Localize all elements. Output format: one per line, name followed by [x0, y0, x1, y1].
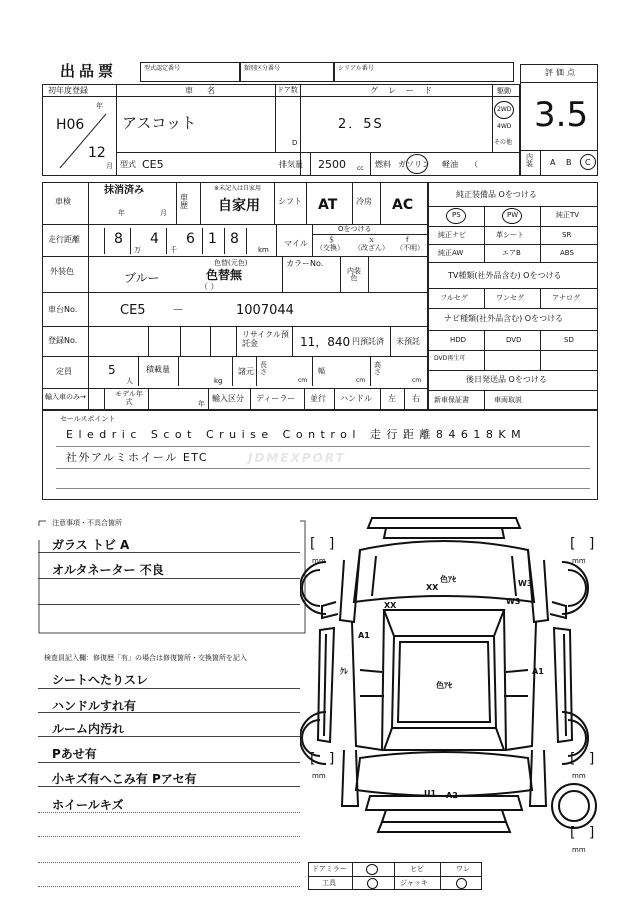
mark-xx-left: XX	[384, 601, 397, 610]
recycle-value: 11，840	[300, 335, 351, 349]
import-label: 輸入車のみ→	[45, 393, 86, 401]
model-year-label: モデル年式	[115, 390, 143, 406]
mark-xx-center: XX	[426, 583, 439, 592]
grade-value: 2．5S	[338, 117, 384, 132]
first-reg-label: 初年度登録	[48, 86, 88, 95]
mm-bracket-fl: [ ]	[310, 536, 335, 552]
equip-abs: ABS	[560, 249, 574, 257]
import-cat-label: 輸入区分	[212, 394, 244, 403]
mark-w3-upper: W3	[518, 579, 533, 588]
interior-a: A	[550, 158, 556, 167]
mm-fl-unit: mm	[312, 557, 326, 565]
chassis-dash: －	[172, 303, 185, 317]
chassis-number: 1007044	[236, 303, 294, 318]
length-cm: cm	[298, 377, 308, 384]
inspector-line-2: ハンドルすれ有	[52, 699, 137, 713]
interior-color-label: 内装色	[347, 267, 361, 282]
mm-rr-unit: mm	[572, 772, 586, 780]
mileage-opt2b: （改ざん）	[354, 244, 389, 252]
warranty-manual: 車両取説	[494, 396, 522, 404]
dvd-playback: DVD再生可	[434, 355, 466, 362]
recycle-unit: 円預託済	[352, 337, 384, 346]
left-label: 左	[388, 394, 396, 403]
parallel-label: 並行	[310, 394, 326, 403]
drive-4wd: 4WD	[497, 123, 512, 130]
recycle-unpaid: 未預託	[396, 337, 420, 346]
inspector-line-4: Pあせ有	[52, 747, 97, 761]
sales-point-line2: 社外アルミホイール ETC	[66, 451, 209, 464]
fuel-diesel: 軽油	[442, 160, 458, 169]
mm-spare-unit: mm	[572, 846, 586, 854]
inspection-label: 車検	[55, 197, 71, 206]
doors-label: ドア数	[277, 86, 298, 94]
navi-dvd: DVD	[506, 336, 522, 344]
fuel-gasoline: ガソリン	[398, 160, 430, 169]
form-title: 出品票	[60, 62, 118, 80]
displacement-value: 2500	[318, 158, 346, 171]
fuel-gasoline-circle	[406, 154, 428, 174]
tv-title: TV種類(社外品含む) Oをつける	[448, 271, 562, 280]
color-change-value: 色替無	[206, 268, 243, 282]
interior-c: C	[585, 158, 591, 167]
first-reg-era: H06	[56, 117, 85, 133]
jack-circle	[456, 878, 467, 889]
mileage-digit-1: 8	[114, 231, 123, 247]
tv-oneseg: ワンセグ	[496, 294, 524, 302]
color-no-label: カラーNo.	[286, 259, 324, 268]
mileage-opt2: ｘ	[368, 236, 375, 244]
color-change-label: 色替(元色)	[214, 259, 248, 267]
mirror-circle	[366, 864, 378, 875]
mark-color-fade-roof: 色ｱｾ	[436, 681, 452, 690]
mark-w3-lower: W3	[506, 597, 521, 606]
notes-line-2: オルタネーター 不良	[52, 563, 164, 577]
equip-sr: SR	[562, 231, 572, 239]
reg-no-label: 登録No.	[48, 336, 78, 345]
chassis-label: 車台No.	[48, 305, 78, 314]
equip-navi: 純正ナビ	[438, 231, 466, 239]
mark-u1: U1	[424, 789, 437, 798]
mileage-circle-note: Oをつける	[338, 225, 372, 233]
recycle-label: リサイクル預託金	[242, 330, 289, 348]
chassis-prefix: CE5	[120, 303, 146, 318]
height-cm: cm	[412, 377, 422, 384]
dealer-label: ディーラー	[256, 394, 296, 403]
right-label: 右	[412, 394, 420, 403]
tools-circle	[367, 878, 378, 889]
model-cert-label: 型式認定番号	[144, 65, 181, 72]
equip-aw: 純正AW	[438, 249, 464, 257]
interior-c-circle	[580, 154, 596, 170]
warranty-title: 後日発送品 Oをつける	[466, 375, 547, 384]
navi-sd: SD	[564, 336, 574, 344]
mm-rl-unit: mm	[312, 772, 326, 780]
car-damage-diagram	[300, 510, 600, 860]
warranty-book: 新車保証書	[434, 396, 469, 404]
mark-color-fade-hood: 色ｱｾ	[440, 575, 456, 584]
jack-label: ジャッキ	[400, 879, 428, 887]
mileage-opt3: f	[406, 236, 409, 244]
interior-label: 内装	[526, 153, 533, 168]
width-label: 幅	[318, 367, 325, 375]
mileage-opt1: ＄	[328, 236, 335, 244]
mileage-label: 走行距離	[48, 235, 80, 244]
equip-pw-circle	[502, 208, 522, 224]
equip-leather: 革シート	[496, 231, 524, 239]
category-label: 類別区分番号	[244, 65, 281, 72]
score-label: 評価点	[545, 68, 578, 77]
mm-bracket-spare: [ ]	[570, 825, 595, 841]
mile-label: マイル	[284, 239, 308, 248]
score-value: 3.5	[534, 95, 589, 135]
month-unit: 月	[106, 162, 113, 170]
mileage-opt3b: （不明）	[396, 244, 424, 252]
date-slash	[56, 110, 112, 172]
drive-label: 駆動	[497, 87, 511, 95]
model-label: 型式	[120, 160, 136, 169]
year-unit: 年	[96, 102, 103, 110]
shift-value: AT	[318, 197, 338, 213]
steering-label: ハンドル	[340, 394, 372, 403]
break-label: ワレ	[456, 865, 470, 873]
crack-label: ヒビ	[410, 865, 424, 873]
inspector-line-3: ルーム内汚れ	[52, 722, 125, 736]
navi-title: ナビ種類(社外品含む) Oをつける	[444, 314, 564, 323]
km-unit: km	[258, 246, 269, 254]
shift-label: シフト	[278, 197, 302, 206]
inspection-year-unit: 年	[118, 209, 125, 217]
inspection-month-unit: 月	[160, 209, 167, 217]
mark-scratch-left: ｸﾚ	[340, 667, 348, 676]
mm-bracket-fr: [ ]	[570, 536, 595, 552]
mm-bracket-rl: [ ]	[310, 751, 335, 767]
inspection-value: 抹消済み	[104, 185, 144, 196]
equip-pw: PW	[507, 211, 519, 219]
mileage-digit-4: 1	[208, 231, 217, 247]
tv-fullseg: フルセグ	[440, 294, 468, 302]
mileage-opt1b: （交換）	[316, 244, 344, 252]
tv-analog: アナログ	[552, 294, 580, 302]
sales-point-line1: Eledric Scot Cruise Control 走行距離84618KM	[66, 428, 527, 441]
cc-unit: cc	[357, 165, 364, 172]
serial-label: シリアル番号	[338, 65, 374, 72]
model-value: CE5	[142, 158, 164, 171]
equip-airbag: エアB	[502, 249, 521, 257]
capacity-unit: 人	[126, 377, 133, 385]
displacement-label: 排気量	[279, 160, 303, 169]
mark-a2: A2	[446, 791, 458, 800]
kg-unit: kg	[214, 377, 223, 385]
mileage-digit-2: 4	[150, 231, 159, 247]
car-name: アスコット	[122, 114, 197, 132]
height-label: 高さ	[374, 361, 381, 376]
color-label: 外装色	[50, 267, 74, 276]
equip-tv: 純正TV	[556, 211, 580, 219]
inspector-line-5: 小キズ有へこみ有 Pアセ有	[52, 772, 197, 786]
dims-label: 諸元	[238, 367, 254, 376]
capacity-value: 5	[108, 363, 116, 377]
notes-label: 注意事項・不具合箇所	[52, 519, 122, 527]
inspector-line-1: シートへたりスレ	[52, 673, 149, 687]
tools-label: 工具	[322, 879, 336, 887]
capacity-label: 定員	[56, 367, 72, 376]
ac-label: 冷房	[356, 197, 372, 206]
drive-2wd-circle	[494, 101, 514, 119]
car-name-label: 車名	[185, 86, 229, 95]
color-value: ブルー	[124, 271, 160, 285]
equipment-title: 純正装備品 Oをつける	[456, 190, 537, 199]
man-unit: 万	[134, 246, 141, 254]
sales-point-label: セールスポイント	[60, 415, 116, 423]
mm-fr-unit: mm	[572, 557, 586, 565]
fuel-label: 燃料	[375, 160, 391, 169]
first-reg-month: 12	[88, 145, 106, 161]
drive-2wd: 2WD	[497, 106, 512, 113]
sen-unit: 千	[170, 246, 177, 254]
drive-other: その他	[494, 139, 513, 146]
navi-hdd: HDD	[450, 336, 467, 344]
load-label: 積載量	[146, 365, 170, 374]
color-paren: （ ）	[200, 282, 219, 291]
width-cm: cm	[356, 377, 366, 384]
grade-label: グレード	[370, 86, 442, 95]
ac-value: AC	[392, 197, 414, 213]
mileage-digit-3: 6	[186, 231, 195, 247]
interior-b: B	[566, 158, 572, 167]
fuel-paren: （	[470, 160, 478, 169]
notes-line-1: ガラス トビ A	[52, 538, 130, 552]
mark-a1-right: A1	[532, 667, 544, 676]
history-label: 車歴	[180, 193, 188, 210]
doors-value: D	[292, 139, 298, 147]
equip-ps-circle	[446, 208, 466, 224]
mileage-digit-5: 8	[230, 231, 239, 247]
length-label: 長さ	[260, 361, 267, 376]
history-note: ※未記入は自家用	[214, 185, 262, 192]
mm-bracket-rr: [ ]	[570, 751, 595, 767]
watermark: JDMEXPORT	[248, 451, 346, 465]
mark-a1-left: A1	[358, 631, 370, 640]
inspector-line-6: ホイールキズ	[52, 798, 124, 812]
equip-ps: PS	[452, 211, 461, 219]
history-value: 自家用	[218, 198, 260, 214]
mirror-label: ドアミラー	[312, 865, 347, 873]
model-year-unit: 年	[198, 400, 205, 408]
inspector-label: 検査員記入欄：修復歴「有」の場合は修復箇所・交換箇所を記入	[44, 654, 247, 662]
